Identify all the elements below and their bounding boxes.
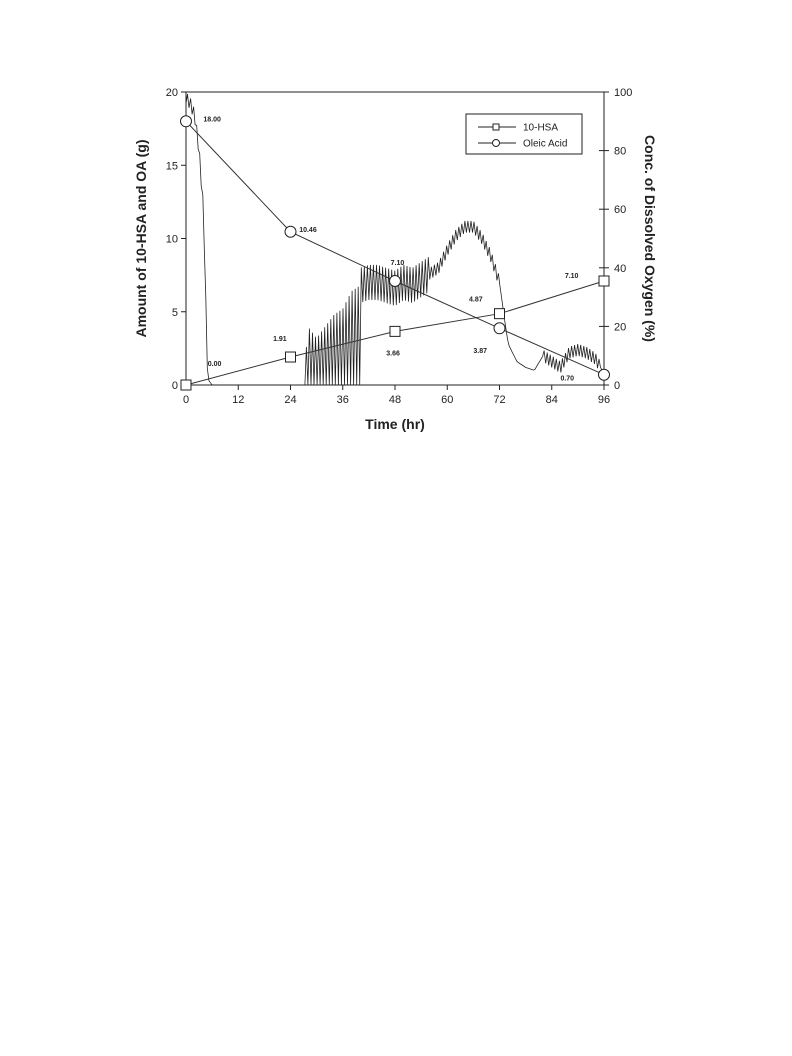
x-tick-label: 48: [388, 394, 402, 406]
x-tick-label: 60: [441, 394, 454, 406]
y-tick-label: 0: [171, 380, 178, 392]
x-tick-label: 96: [597, 394, 611, 406]
data-label: 4.87: [469, 296, 483, 304]
data-label: 0.70: [560, 375, 575, 383]
data-point-10-hsa: [495, 309, 505, 319]
x-tick-label: 72: [493, 394, 506, 406]
data-point-10-hsa: [181, 380, 191, 390]
x-tick-label: 24: [284, 394, 297, 406]
x-tick-label: 84: [545, 394, 558, 406]
data-label: 10.46: [299, 226, 317, 234]
legend-label: Oleic Acid: [523, 138, 568, 150]
data-label: 7.10: [564, 273, 579, 281]
y-axis-title: Amount of 10-HSA and OA (g): [133, 139, 149, 338]
data-label: 1.91: [273, 336, 287, 344]
y2-tick-label: 0: [614, 380, 621, 392]
data-point-oleic-acid: [285, 226, 296, 237]
data-point-10-hsa: [390, 326, 400, 336]
data-label: 3.66: [386, 350, 400, 358]
data-label: 18.00: [203, 116, 221, 124]
y-tick-label: 15: [165, 160, 178, 173]
data-point-oleic-acid: [494, 323, 505, 334]
y2-tick-label: 20: [614, 321, 627, 334]
x-axis-title: Time (hr): [365, 416, 425, 432]
data-point-10-hsa: [286, 352, 296, 362]
y2-axis-title: Conc. of Dissolved Oxygen (%): [642, 135, 658, 342]
y-tick-label: 20: [165, 87, 178, 99]
y2-tick-label: 80: [614, 145, 627, 158]
data-point-oleic-acid: [599, 369, 610, 380]
data-label: 7.10: [390, 259, 405, 267]
y-tick-label: 5: [171, 306, 178, 319]
x-tick-label: 36: [336, 394, 349, 406]
x-tick-label: 12: [232, 394, 245, 406]
data-label: 0.00: [207, 360, 222, 368]
y2-tick-label: 60: [614, 204, 627, 217]
legend-square-marker: [493, 124, 499, 130]
x-tick-label: 0: [182, 394, 190, 406]
data-point-oleic-acid: [181, 116, 192, 127]
data-label: 3.87: [473, 347, 487, 355]
y2-tick-label: 100: [614, 87, 633, 99]
y-tick-label: 10: [165, 233, 178, 246]
legend-label: 10-HSA: [523, 122, 559, 134]
data-point-oleic-acid: [390, 275, 401, 286]
legend-circle-marker: [493, 140, 500, 147]
y2-tick-label: 40: [614, 262, 627, 275]
data-point-10-hsa: [599, 276, 609, 286]
